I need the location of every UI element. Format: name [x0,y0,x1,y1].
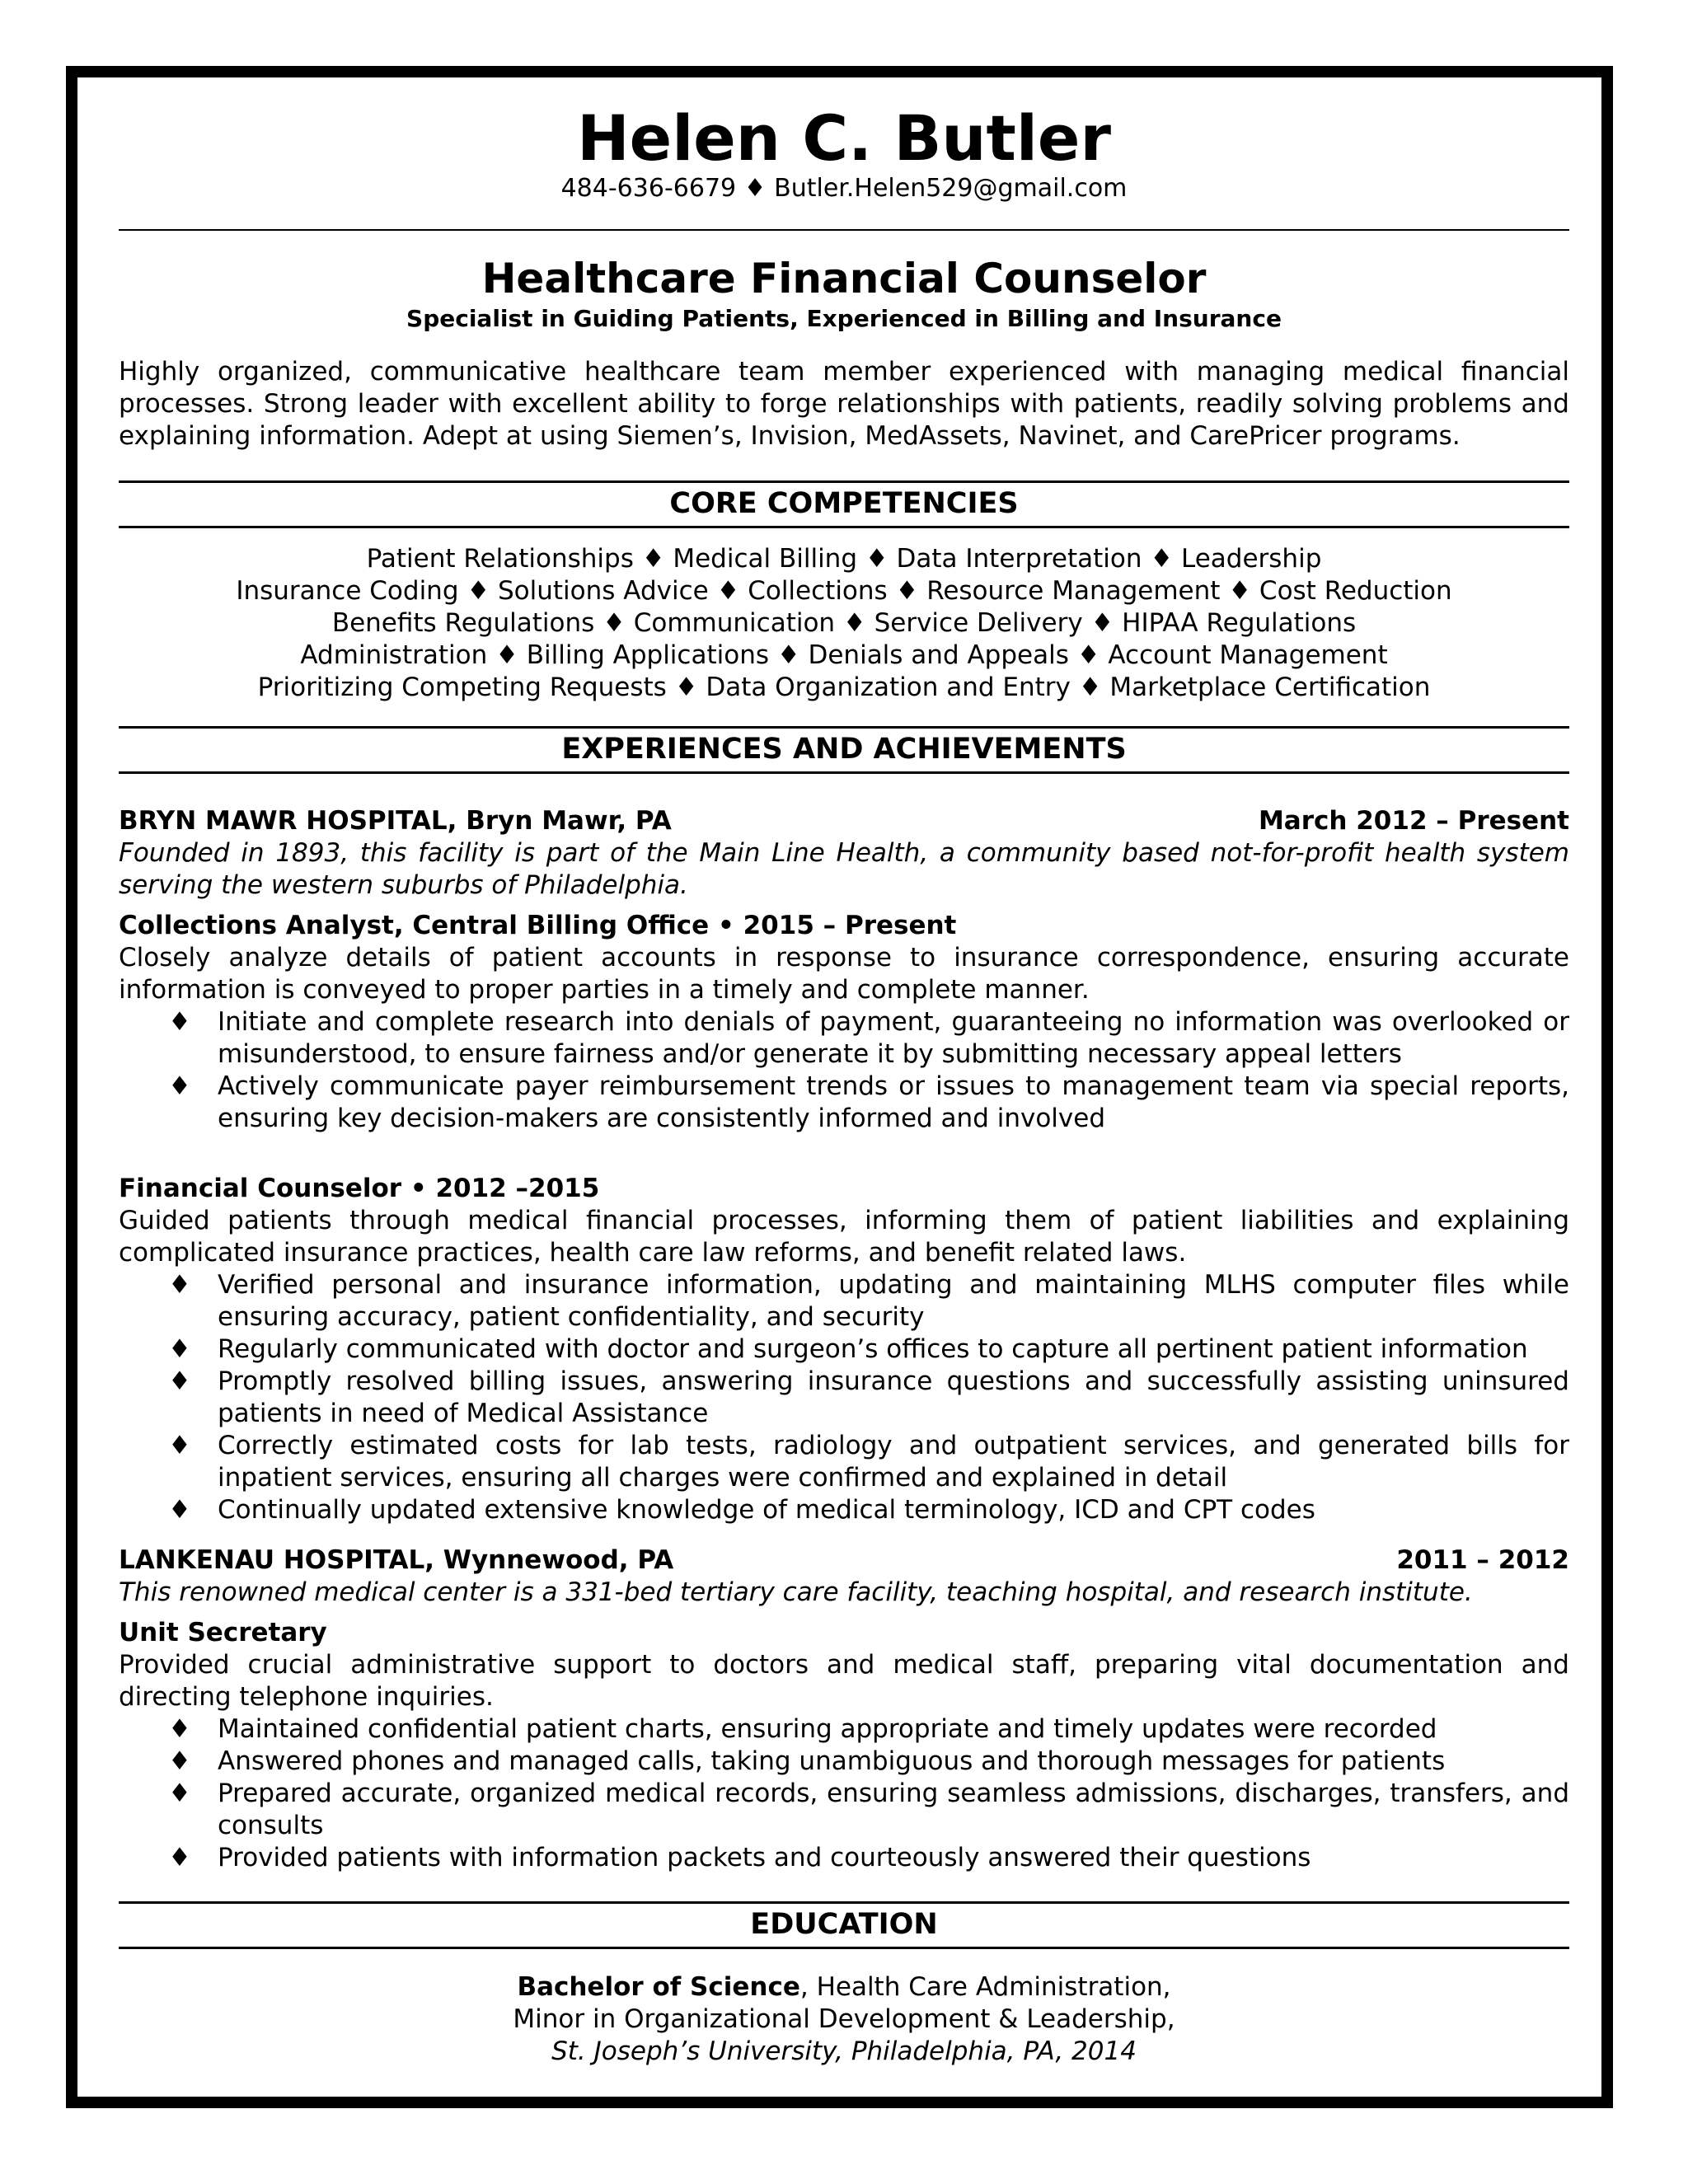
achievement-item [119,1430,1569,1494]
education-title: EDUCATION [750,1908,938,1941]
achievement-text: Correctly estimated costs for lab tests, radiology and outpatient services, and generated bills for inpatient services, ensuring all charges were confirmed and explained in detail [218,1431,1569,1493]
header-divider [119,229,1569,231]
section-rule-top [119,726,1569,729]
competencies-title: CORE COMPETENCIES [669,487,1019,520]
achievement-text: Promptly resolved billing issues, answering insurance questions and successfully assisting uninsured patients in need of Medical Assistance [218,1366,1569,1428]
achievement-item [119,1366,1569,1430]
diamond-bullet-icon: ♦ [168,1007,191,1037]
section-rule-bottom [119,526,1569,528]
email: Butler.Helen529@gmail.com [774,174,1128,203]
achievement-item [119,1494,1569,1526]
role-description: Guided patients through medical financial processes, informing them of patient liabilities and explaining complicated insurance practices, health care law reforms, and benefit related laws. [119,1206,1569,1268]
competency-line: Prioritizing Competing Requests ♦ Data Organization and Entry ♦ Marketplace Certification [257,673,1431,702]
diamond-bullet-icon: ♦ [168,1746,191,1776]
achievement-text: Prepared accurate, organized medical records, ensuring seamless admissions, discharges, transfers, and consults [218,1779,1569,1840]
employer-description: Founded in 1893, this facility is part of the Main Line Health, a community based not-for-profit health system serving the western suburbs of Philadelphia. [119,838,1569,900]
education-entry [119,1971,1569,2068]
job-lankenau [119,1544,1569,1874]
role-title: Collections Analyst, Central Billing Office • 2015 – Present [119,911,957,940]
employer: LANKENAU HOSPITAL, Wynnewood, PA [119,1545,674,1575]
diamond-bullet-icon: ♦ [168,1779,191,1808]
section-rule-top [119,1901,1569,1904]
employer: BRYN MAWR HOSPITAL, Bryn Mawr, PA [119,806,672,836]
job-header [119,1544,1569,1577]
achievement-item [119,1746,1569,1778]
diamond-bullet-icon: ♦ [168,1843,191,1872]
degree: Bachelor of Science [517,1972,800,2002]
job-dates: 2011 – 2012 [1396,1545,1569,1575]
achievement-text: Continually updated extensive knowledge of medical terminology, ICD and CPT codes [218,1495,1315,1525]
school-text: St. Joseph’s University, Philadelphia, PA, 2014 [551,2036,1137,2066]
achievement-item [119,1269,1569,1333]
diamond-bullet-icon: ♦ [168,1366,191,1396]
competency-line: Insurance Coding ♦ Solutions Advice ♦ Collections ♦ Resource Management ♦ Cost Reduction [236,576,1452,606]
headline-tagline: Specialist in Guiding Patients, Experienced in Billing and Insurance [406,305,1282,332]
contact-line [119,173,1569,204]
diamond-bullet-icon: ♦ [168,1071,191,1101]
competencies-list [119,543,1569,704]
achievement-text: Answered phones and managed calls, taking unambiguous and thorough messages for patients [218,1746,1446,1776]
job-dates: March 2012 – Present [1258,806,1569,836]
achievement-text: Verified personal and insurance information, updating and maintaining MLHS computer files while ensuring accuracy, patient confidentiality, and security [218,1270,1569,1332]
diamond-bullet-icon: ♦ [168,1431,191,1460]
role-description: Provided crucial administrative support to doctors and medical staff, preparing vital documentation and directing telephone inquiries. [119,1650,1569,1712]
competency-line: Administration ♦ Billing Applications ♦ Denials and Appeals ♦ Account Management [300,640,1388,670]
section-rule-bottom [119,771,1569,774]
achievement-text: Regularly communicated with doctor and surgeon’s offices to capture all pertinent patient information [218,1334,1528,1364]
phone: 484-636-6679 [560,174,737,203]
achievement-text: Actively communicate payer reimbursement trends or issues to management team via special reports, ensuring key decision-makers are consistently informed and involved [218,1071,1569,1133]
role-title: Unit Secretary [119,1618,327,1647]
headline-title: Healthcare Financial Counselor [481,255,1207,302]
degree-line [119,1971,1569,2004]
school [119,2036,1569,2068]
achievement-list [119,1269,1569,1526]
job-bryn-mawr [119,805,1569,1526]
diamond-bullet-icon: ♦ [168,1270,191,1300]
diamond-separator-icon: ♦ [743,174,767,203]
achievement-item [119,1333,1569,1366]
achievement-item [119,1842,1569,1874]
competency-line: Benefits Regulations ♦ Communication ♦ Service Delivery ♦ HIPAA Regulations [331,608,1357,638]
summary-paragraph: Highly organized, communicative healthcare team member experienced with managing medical financial processes. Strong leader with excellent ability to forge relationships with patients, readily solving problems and explaining information. Adept at using Siemen’s, Invision, MedAssets, Navinet, and CarePricer programs. [119,357,1569,451]
achievement-item [119,1006,1569,1071]
section-rule-bottom [119,1947,1569,1949]
candidate-name: Helen C. Butler [577,101,1111,175]
competency-line: Patient Relationships ♦ Medical Billing ♦ Data Interpretation ♦ Leadership [366,544,1322,574]
experience-title: EXPERIENCES AND ACHIEVEMENTS [561,733,1127,766]
role-description: Closely analyze details of patient accounts in response to insurance correspondence, ensuring accurate information is conveyed to proper parties in a timely and complete manner. [119,943,1569,1005]
achievement-list [119,1713,1569,1874]
employer-description: This renowned medical center is a 331-bed tertiary care facility, teaching hospital, and research institute. [119,1577,1473,1607]
role-title: Financial Counselor • 2012 –2015 [119,1174,600,1203]
diamond-bullet-icon: ♦ [168,1495,191,1525]
achievement-text: Provided patients with information packets and courteously answered their questions [218,1843,1311,1872]
achievement-item [119,1713,1569,1746]
minor: Minor in Organizational Development & Leadership, [513,2004,1175,2034]
achievement-item [119,1778,1569,1842]
job-header [119,805,1569,837]
achievement-item [119,1071,1569,1135]
diamond-bullet-icon: ♦ [168,1334,191,1364]
achievement-list [119,1006,1569,1135]
achievement-text: Initiate and complete research into denials of payment, guaranteeing no information was overlooked or misunderstood, to ensure fairness and/or generate it by submitting necessary appeal letters [218,1007,1569,1069]
degree-field: , Health Care Administration, [799,1972,1171,2002]
diamond-bullet-icon: ♦ [168,1714,191,1744]
section-rule-top [119,480,1569,483]
achievement-text: Maintained confidential patient charts, ensuring appropriate and timely updates were recorded [218,1714,1437,1744]
